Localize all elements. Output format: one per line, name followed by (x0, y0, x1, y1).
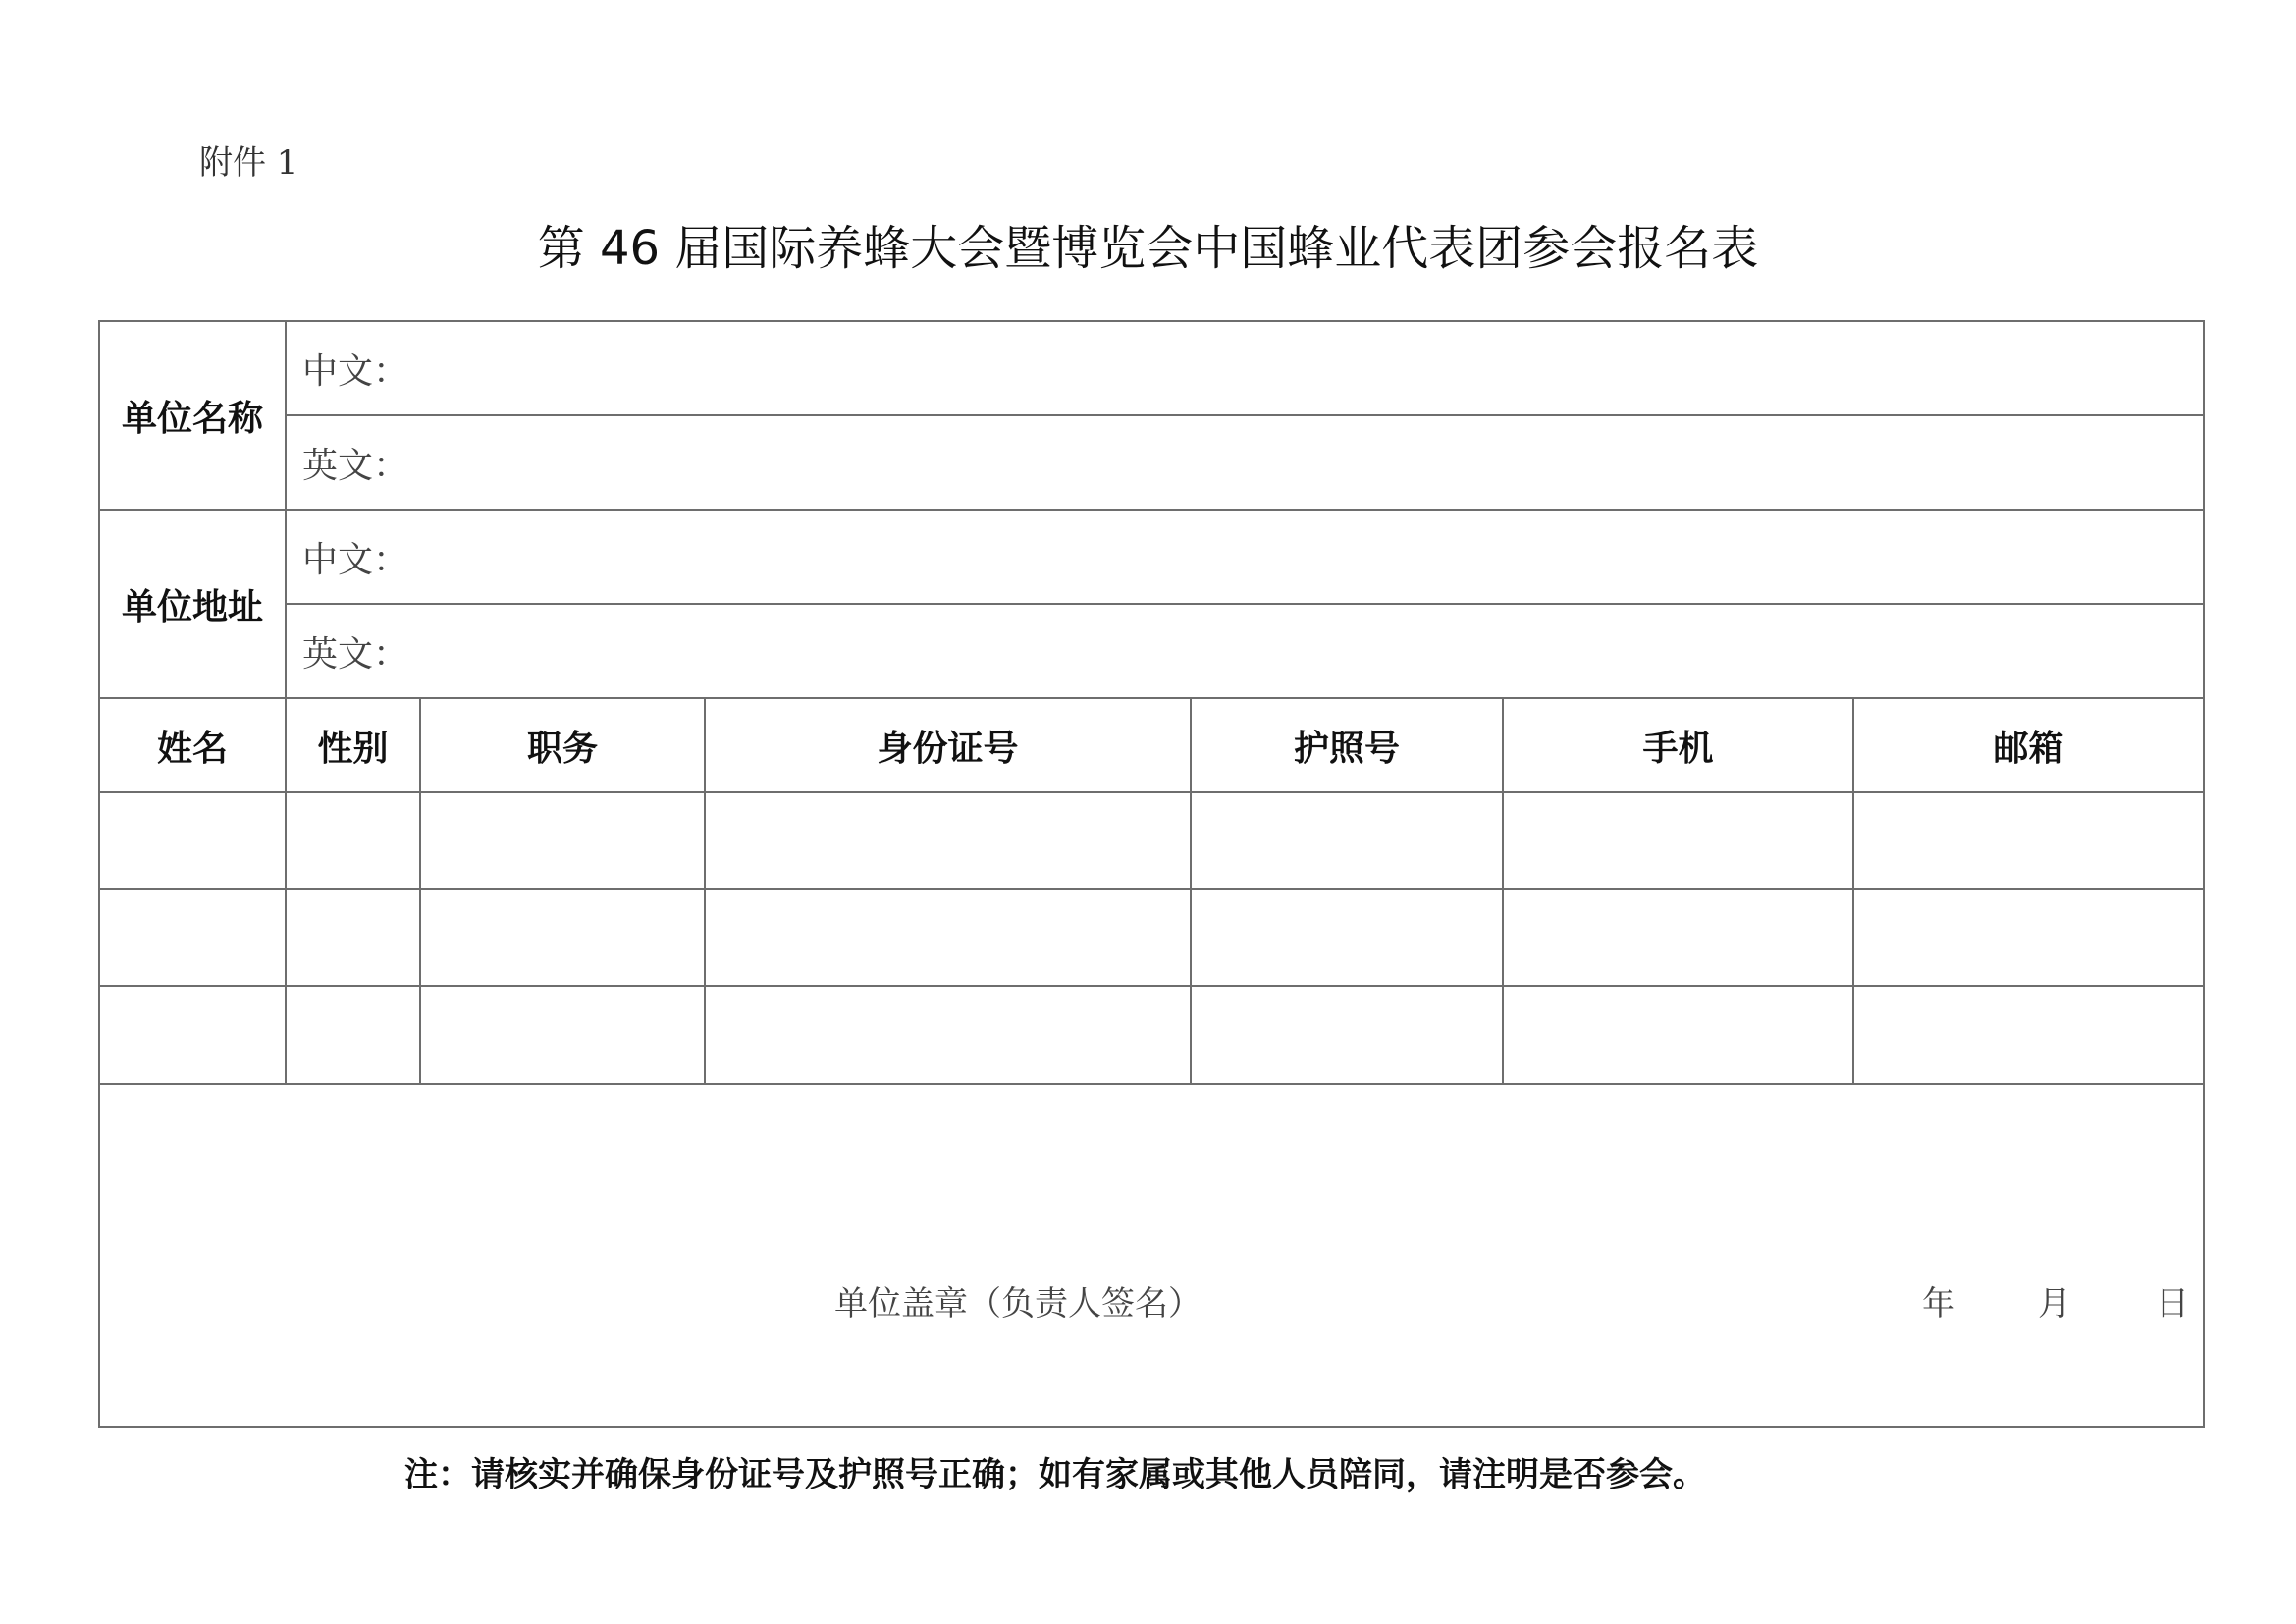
cell-gender[interactable] (286, 986, 420, 1084)
cell-gender[interactable] (286, 889, 420, 986)
cell-name[interactable] (99, 792, 286, 889)
cell-passport[interactable] (1191, 986, 1503, 1084)
col-header-gender: 性别 (286, 698, 420, 792)
cell-passport[interactable] (1191, 792, 1503, 889)
header-row (99, 698, 2204, 792)
cell-position[interactable] (420, 986, 705, 1084)
unit-name-en-field[interactable]: 英文： (286, 415, 2204, 510)
unit-seal-signature-label: 单位盖章（负责人签名） (834, 1284, 1201, 1324)
attachment-label: 附件 1 (199, 143, 298, 183)
unit-name-cn-row (99, 321, 2204, 415)
cell-position[interactable] (420, 889, 705, 986)
unit-address-label: 单位地址 (99, 510, 286, 698)
cell-position[interactable] (420, 792, 705, 889)
col-header-email: 邮箱 (1853, 698, 2204, 792)
form-title: 第 46 届国际养蜂大会暨博览会中国蜂业代表团参会报名表 (537, 221, 1759, 276)
form-note: 注：请核实并确保身份证号及护照号正确；如有家属或其他人员陪同，请注明是否参会。 (404, 1455, 1706, 1494)
cell-name[interactable] (99, 889, 286, 986)
cell-gender[interactable] (286, 792, 420, 889)
cell-mobile[interactable] (1503, 889, 1853, 986)
col-header-mobile: 手机 (1503, 698, 1853, 792)
signature-area[interactable] (99, 1084, 2204, 1427)
unit-name-en-row (99, 415, 2204, 510)
date-month-label: 月 (2038, 1284, 2071, 1324)
date-day-label: 日 (2156, 1284, 2189, 1324)
cell-mobile[interactable] (1503, 792, 1853, 889)
cell-id-number[interactable] (705, 986, 1191, 1084)
cell-passport[interactable] (1191, 889, 1503, 986)
cell-email[interactable] (1853, 792, 2204, 889)
cell-id-number[interactable] (705, 889, 1191, 986)
signature-row (99, 1084, 2204, 1427)
col-header-name: 姓名 (99, 698, 286, 792)
unit-address-en-field[interactable]: 英文： (286, 604, 2204, 698)
cell-email[interactable] (1853, 986, 2204, 1084)
col-header-passport: 护照号 (1191, 698, 1503, 792)
date-year-label: 年 (1922, 1284, 1955, 1324)
unit-name-cn-field[interactable]: 中文： (286, 321, 2204, 415)
cell-mobile[interactable] (1503, 986, 1853, 1084)
unit-name-label: 单位名称 (99, 321, 286, 510)
cell-id-number[interactable] (705, 792, 1191, 889)
unit-address-en-row (99, 604, 2204, 698)
unit-address-cn-field[interactable]: 中文： (286, 510, 2204, 604)
table-row (99, 986, 2204, 1084)
unit-address-cn-row (99, 510, 2204, 604)
table-row (99, 792, 2204, 889)
table-row (99, 889, 2204, 986)
cell-name[interactable] (99, 986, 286, 1084)
col-header-position: 职务 (420, 698, 705, 792)
registration-form-table (98, 320, 2205, 1428)
col-header-id-number: 身份证号 (705, 698, 1191, 792)
cell-email[interactable] (1853, 889, 2204, 986)
